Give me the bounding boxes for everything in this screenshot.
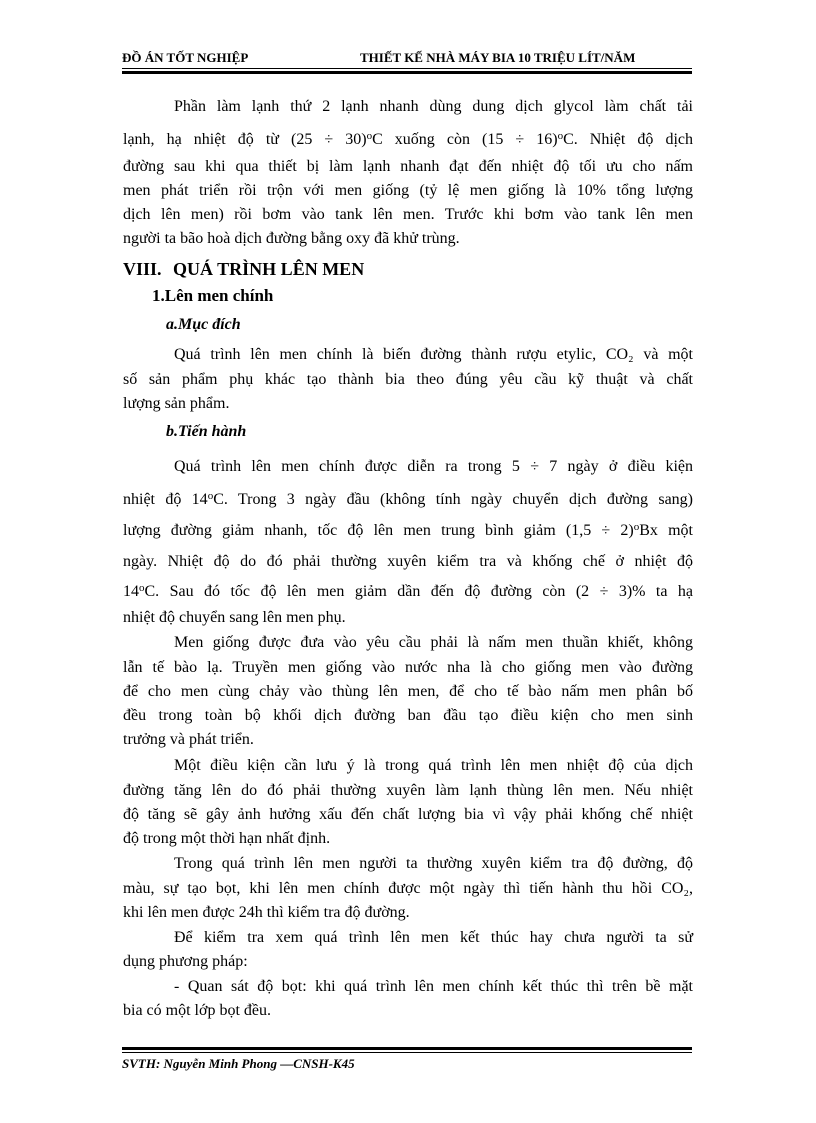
page-footer: SVTH: Nguyễn Minh Phong —CNSH-K45 [122, 1056, 355, 1071]
text-line: số sản phẩm phụ khác tạo thành bia theo đúng yêu cầu kỹ thuật và chất [123, 371, 693, 388]
text-line: lẫn tế bào lạ. Truyền men giống vào nước nha là cho giống men vào đường [123, 659, 693, 676]
text-line: lượng đường giảm nhanh, tốc độ lên men trung bình giảm $(1,5 \div 2)^oBx$ một [123, 521, 693, 539]
subsubsection-heading: a.Mục đích [166, 316, 241, 333]
text-line: 14$^o$C. Sau đó tốc độ lên men giảm dần đến độ đường còn (2 ÷ 3)% ta hạ [123, 582, 693, 600]
text-line: Để kiểm tra xem quá trình lên men kết thúc hay chưa người ta sử [174, 929, 693, 946]
text-line: Phần làm lạnh thứ 2 lạnh nhanh dùng dung dịch glycol làm chất tải [174, 98, 693, 115]
text-line: đều trong toàn bộ khối dịch đường ban đầu tạo điều kiện cho men sinh [123, 707, 693, 724]
header-right: THIẾT KẾ NHÀ MÁY BIA 10 TRIỆU LÍT/NĂM [360, 50, 636, 65]
text-line: dụng phương pháp: [123, 953, 248, 970]
footer-rule-thick [122, 1047, 692, 1050]
text-line: ngày. Nhiệt độ do đó phải thường xuyên kiểm tra và khống chế ở nhiệt độ [123, 553, 693, 570]
text-line: đường sau khi qua thiết bị làm lạnh nhanh đạt đến nhiệt độ tối ưu cho nấm [123, 158, 693, 175]
text-line: màu, sự tạo bọt, khi lên men chính được một ngày thì tiến hành thu hồi CO₂, [123, 880, 693, 897]
text-line: Men giống được đưa vào yêu cầu phải là nấm men thuần khiết, không [174, 634, 693, 651]
text-line: đường tăng lên do đó phải thường xuyên làm lạnh thùng lên men. Nếu nhiệt [123, 782, 693, 799]
text-line: men phát triển rồi trộn với men giống (tỷ lệ men giống là 10% tổng lượng [123, 182, 693, 199]
text-line: khi lên men được 24h thì kiểm tra độ đường. [123, 904, 410, 921]
text-line: nhiệt độ 14$^o$C. Trong 3 ngày đầu (không tính ngày chuyển dịch đường sang) [123, 490, 693, 508]
header-left: ĐỒ ÁN TỐT NGHIỆP [122, 50, 249, 65]
text-line: Một điều kiện cần lưu ý là trong quá trình lên men nhiệt độ của dịch [174, 757, 693, 774]
subsection-heading: 1.Lên men chính [152, 286, 274, 305]
text-line: độ trong một thời hạn nhất định. [123, 830, 331, 847]
text-line: dịch lên men) rồi bơm vào tank lên men. Trước khi bơm vào tank lên men [123, 206, 693, 223]
text-line: nhiệt độ chuyển sang lên men phụ. [123, 609, 346, 626]
text-line: trưởng và phát triển. [123, 731, 254, 748]
text-line: độ tăng sẽ gây ảnh hưởng xấu đến chất lượng bia vì vậy phải khống chế nhiệt [123, 806, 693, 823]
text-line: Trong quá trình lên men người ta thường xuyên kiểm tra độ đường, độ [174, 855, 693, 872]
subsubsection-heading: b.Tiến hành [166, 423, 247, 440]
header-rule-thin [122, 68, 692, 69]
text-line: Quá trình lên men chính được diễn ra trong 5 ÷ 7 ngày ở điều kiện [174, 458, 693, 475]
text-line: người ta bão hoà dịch đường bằng oxy đã khử trùng. [123, 230, 460, 247]
text-line: lạnh, hạ nhiệt độ từ $(25 \div 30)^oC$ xuống còn $(15 \div 16)^oC$. Nhiệt độ dịch [123, 130, 693, 148]
text-line: lượng sản phẩm. [123, 395, 230, 412]
header-rule-thick [122, 71, 692, 74]
text-line: bia có một lớp bọt đều. [123, 1002, 271, 1019]
text-line: Quá trình lên men chính là biến đường thành rượu etylic, CO₂ và một [174, 346, 693, 363]
text-line: để cho men cùng chảy vào thùng lên men, để cho tế bào nấm men phân bố [123, 683, 693, 700]
page-header [122, 50, 692, 68]
footer-rule-thin [122, 1052, 692, 1053]
text-line: - Quan sát độ bọt: khi quá trình lên men chính kết thúc thì trên bề mặt [174, 978, 693, 995]
section-heading: VIII. QUÁ TRÌNH LÊN MEN [123, 259, 365, 279]
